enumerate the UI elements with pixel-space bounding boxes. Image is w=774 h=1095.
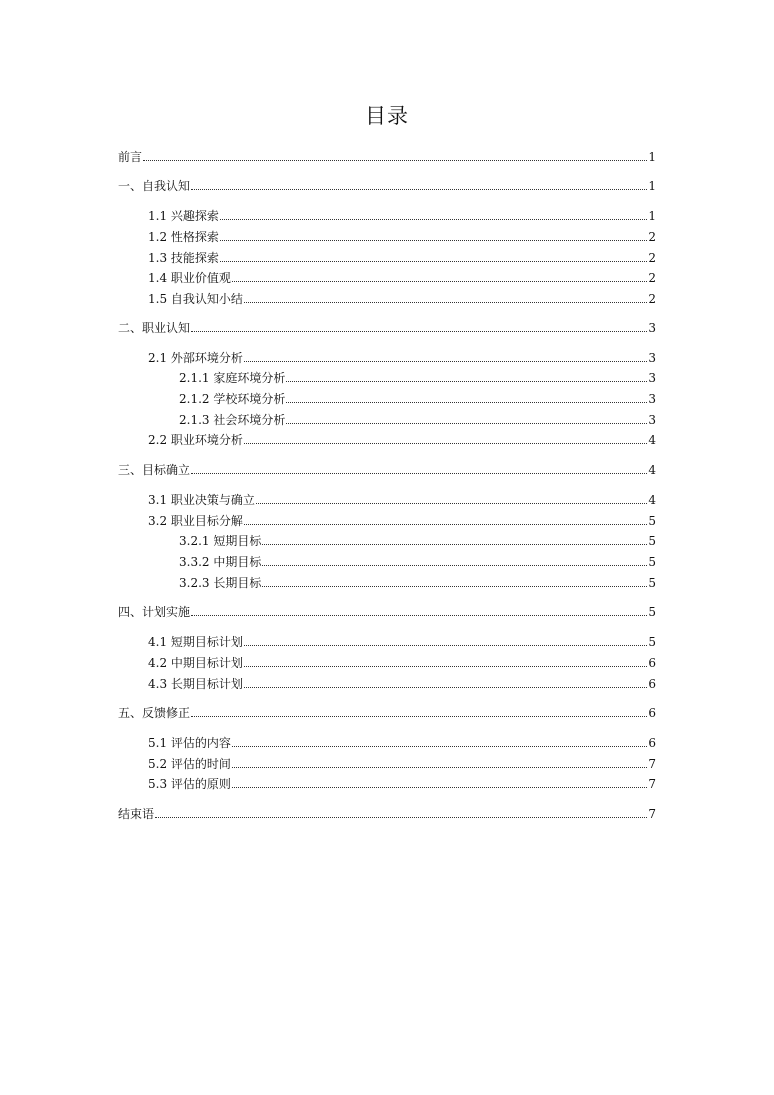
toc-entry[interactable]	[179, 575, 656, 591]
toc-entry[interactable]	[148, 270, 656, 286]
toc-entry[interactable]	[179, 412, 656, 428]
toc-entry[interactable]	[148, 250, 656, 266]
toc-entry[interactable]	[148, 350, 656, 366]
toc-entry[interactable]	[118, 806, 656, 822]
toc-entry-page-number: 3	[648, 371, 656, 385]
toc-leader-dots	[286, 380, 647, 382]
toc-entry[interactable]	[148, 756, 656, 772]
toc-entry-label: 4.3 长期目标计划	[148, 677, 243, 691]
toc-entry-page-number: 5	[648, 534, 656, 548]
toc-entry[interactable]	[179, 533, 656, 549]
toc-entry-label: 结束语	[118, 807, 155, 821]
toc-leader-dots	[286, 401, 647, 403]
toc-leader-dots	[155, 816, 647, 818]
toc-entry-label: 三、目标确立	[118, 463, 191, 477]
toc-entry-page-number: 3	[648, 413, 656, 427]
toc-entry-page-number: 5	[648, 635, 656, 649]
toc-entry-page-number: 6	[648, 656, 656, 670]
toc-entry-label: 2.1.2 学校环境分析	[179, 392, 286, 406]
toc-title: 目录	[365, 104, 409, 128]
toc-entry-page-number: 3	[648, 392, 656, 406]
toc-leader-dots	[244, 644, 647, 646]
toc-leader-dots	[191, 715, 647, 717]
toc-entry-label: 5.3 评估的原则	[148, 777, 231, 791]
toc-entry[interactable]	[148, 229, 656, 245]
toc-entry-page-number: 6	[648, 677, 656, 691]
toc-leader-dots	[244, 301, 647, 303]
toc-entry-page-number: 1	[648, 179, 656, 193]
toc-leader-dots	[143, 159, 647, 161]
toc-entry[interactable]	[118, 462, 656, 478]
toc-entry-page-number: 2	[648, 292, 656, 306]
toc-entry[interactable]	[118, 705, 656, 721]
toc-leader-dots	[220, 218, 647, 220]
toc-entry[interactable]	[118, 178, 656, 194]
toc-entry-page-number: 6	[648, 706, 656, 720]
toc-entry-label: 5.1 评估的内容	[148, 736, 231, 750]
toc-entry-page-number: 7	[648, 807, 656, 821]
toc-entry-page-number: 7	[648, 757, 656, 771]
toc-leader-dots	[244, 442, 647, 444]
toc-entry[interactable]	[179, 370, 656, 386]
toc-leader-dots	[244, 686, 647, 688]
toc-entry-label: 四、计划实施	[118, 605, 191, 619]
toc-leader-dots	[232, 786, 647, 788]
toc-leader-dots	[191, 472, 647, 474]
toc-entry-page-number: 4	[648, 433, 656, 447]
toc-leader-dots	[262, 585, 647, 587]
toc-entry-page-number: 5	[648, 576, 656, 590]
toc-entry[interactable]	[118, 149, 656, 165]
toc-entry-page-number: 1	[648, 150, 656, 164]
toc-entry-label: 3.2.3 长期目标	[179, 576, 262, 590]
toc-leader-dots	[191, 188, 647, 190]
toc-leader-dots	[286, 422, 647, 424]
toc-entry-page-number: 7	[648, 777, 656, 791]
toc-entry-label: 2.2 职业环境分析	[148, 433, 243, 447]
toc-entry[interactable]	[148, 735, 656, 751]
toc-entry-page-number: 2	[648, 251, 656, 265]
toc-entry-label: 1.1 兴趣探索	[148, 209, 219, 223]
toc-entry-page-number: 2	[648, 271, 656, 285]
toc-entry-page-number: 5	[648, 555, 656, 569]
toc-entry-label: 4.2 中期目标计划	[148, 656, 243, 670]
toc-leader-dots	[232, 280, 647, 282]
toc-entry-label: 1.4 职业价值观	[148, 271, 231, 285]
toc-entry-page-number: 3	[648, 351, 656, 365]
toc-leader-dots	[262, 564, 647, 566]
toc-entry-label: 3.2.1 短期目标	[179, 534, 262, 548]
toc-entry[interactable]	[148, 676, 656, 692]
toc-entry-label: 一、自我认知	[118, 179, 191, 193]
toc-entry-label: 前言	[118, 150, 143, 164]
toc-entry-page-number: 5	[648, 605, 656, 619]
toc-entry-label: 3.2 职业目标分解	[148, 514, 243, 528]
toc-entry-label: 3.1 职业决策与确立	[148, 493, 255, 507]
toc-entry-label: 1.3 技能探索	[148, 251, 219, 265]
toc-entry-page-number: 6	[648, 736, 656, 750]
toc-entry-label: 4.1 短期目标计划	[148, 635, 243, 649]
toc-leader-dots	[244, 360, 647, 362]
toc-leader-dots	[220, 239, 647, 241]
toc-entry[interactable]	[148, 492, 656, 508]
toc-leader-dots	[232, 745, 647, 747]
toc-entry-page-number: 1	[648, 209, 656, 223]
toc-entry-label: 2.1 外部环境分析	[148, 351, 243, 365]
toc-leader-dots	[232, 766, 647, 768]
toc-entry-label: 2.1.3 社会环境分析	[179, 413, 286, 427]
toc-entry-page-number: 5	[648, 514, 656, 528]
toc-entry[interactable]	[148, 634, 656, 650]
toc-entry-label: 5.2 评估的时间	[148, 757, 231, 771]
toc-entry[interactable]	[148, 291, 656, 307]
toc-entry-label: 五、反馈修正	[118, 706, 191, 720]
toc-leader-dots	[191, 330, 647, 332]
toc-leader-dots	[220, 260, 647, 262]
toc-entry[interactable]	[148, 776, 656, 792]
toc-entry-page-number: 4	[648, 463, 656, 477]
toc-leader-dots	[262, 543, 647, 545]
toc-entry[interactable]	[148, 513, 656, 529]
toc-leader-dots	[191, 614, 647, 616]
toc-entry-label: 1.5 自我认知小结	[148, 292, 243, 306]
toc-entry[interactable]	[179, 391, 656, 407]
toc-leader-dots	[244, 523, 647, 525]
toc-entry[interactable]	[179, 554, 656, 570]
toc-entry[interactable]	[148, 655, 656, 671]
toc-leader-dots	[256, 502, 647, 504]
toc-entry[interactable]	[118, 604, 656, 620]
toc-entry-label: 二、职业认知	[118, 321, 191, 335]
toc-entry[interactable]	[148, 208, 656, 224]
toc-entry-label: 3.3.2 中期目标	[179, 555, 262, 569]
toc-entry[interactable]	[118, 320, 656, 336]
toc-entry-label: 2.1.1 家庭环境分析	[179, 371, 286, 385]
toc-leader-dots	[244, 665, 647, 667]
toc-entry[interactable]	[148, 432, 656, 448]
toc-entry-page-number: 2	[648, 230, 656, 244]
toc-entry-page-number: 3	[648, 321, 656, 335]
toc-entry-page-number: 4	[648, 493, 656, 507]
toc-entry-label: 1.2 性格探索	[148, 230, 219, 244]
